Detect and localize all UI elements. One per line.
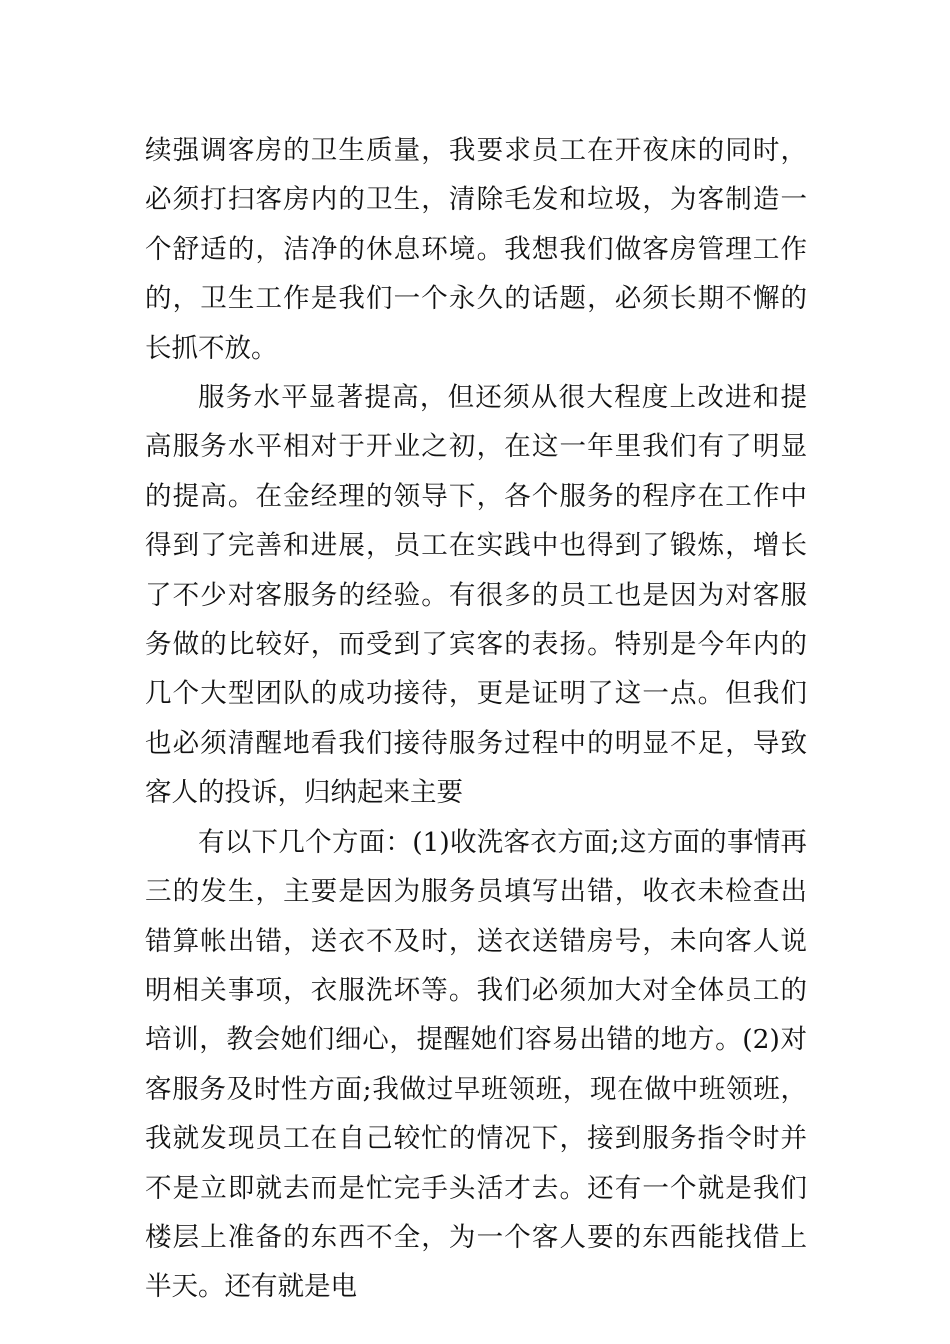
paragraph-3: 有以下几个方面：(1)收洗客衣方面;这方面的事情再三的发生，主要是因为服务员填写出错，收衣未检查出错算帐出错，送衣不及时，送衣送错房号，未向客人说明相关事项，衣服洗坏等。我们必须加大对全体员工的培训，教会她们细心，提醒她们容易出错的地方。(2)对客服务及时性方面;我做过早班领班，现在做中班领班，我就发现员工在自己较忙的情况下，接到服务指令时并不是立即就去而是忙完手头活才去。还有一个就是我们楼层上准备的东西不全，为一个客人要的东西能找借上半天。还有就是电 (145, 826, 807, 1303)
paragraph-2: 服务水平显著提高，但还须从很大程度上改进和提高服务水平相对于开业之初，在这一年里我们有了明显的提高。在金经理的领导下，各个服务的程序在工作中得到了完善和进展，员工在实践中也得到了锻炼，增长了不少对客服务的经验。有很多的员工也是因为对客服务做的比较好，而受到了宾客的表扬。特别是今年内的几个大型团队的成功接待，更是证明了这一点。但我们也必须清醒地看我们接待服务过程中的明显不足，导致客人的投诉，归纳起来主要 (145, 382, 807, 809)
paragraph-1: 续强调客房的卫生质量，我要求员工在开夜床的同时，必须打扫客房内的卫生，清除毛发和垃圾，为客制造一个舒适的，洁净的休息环境。我想我们做客房管理工作的，卫生工作是我们一个永久的话题，必须长期不懈的长抓不放。 (145, 135, 807, 364)
document-body (145, 126, 807, 1312)
